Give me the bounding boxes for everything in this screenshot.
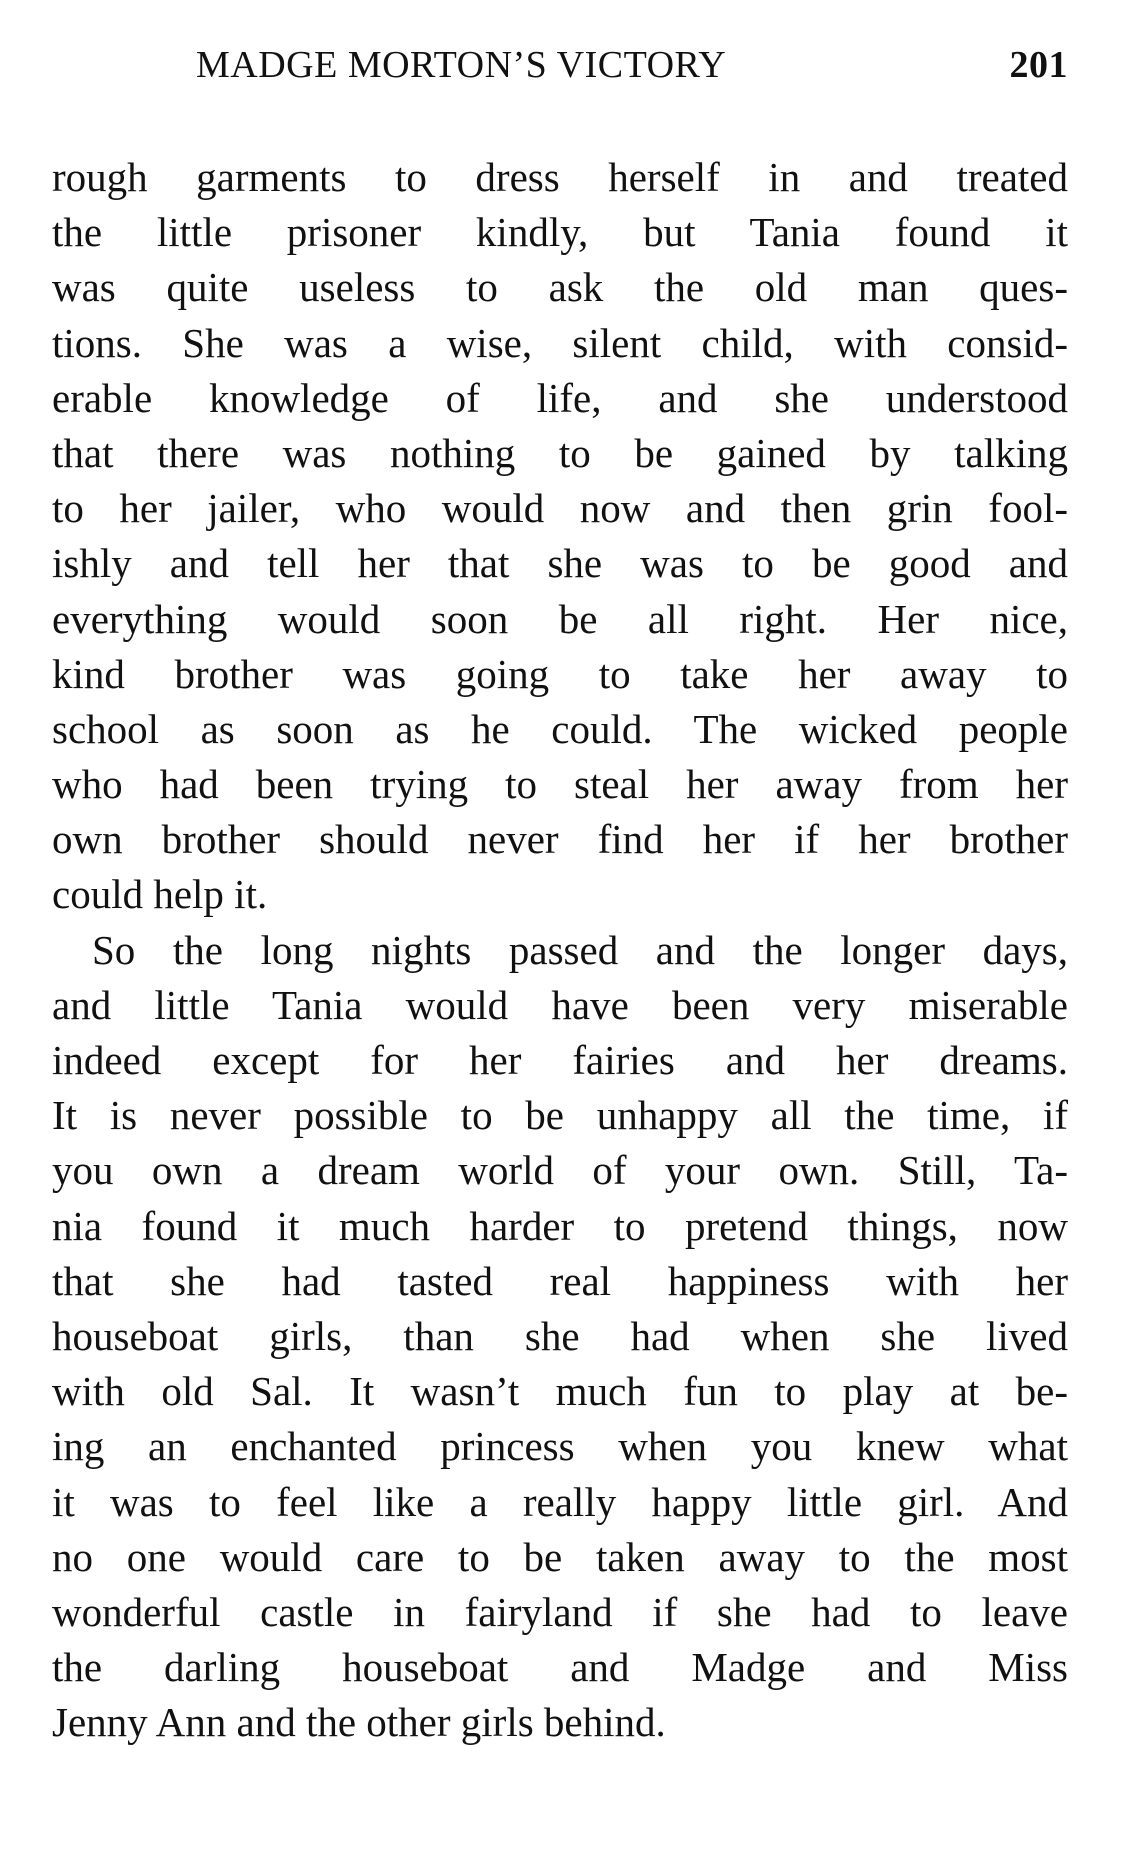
text-line: nia found it much harder to pretend things, now xyxy=(52,1202,1068,1249)
text-line: was quite useless to ask the old man ques- xyxy=(52,264,1068,311)
text-line: to her jailer, who would now and then grin fool- xyxy=(52,485,1068,532)
paragraph-1 xyxy=(52,150,1068,923)
text-line: erable knowledge of life, and she understood xyxy=(52,374,1068,421)
text-line: indeed except for her fairies and her dreams. xyxy=(52,1037,1068,1083)
text-line: you own a dream world of your own. Still, Ta- xyxy=(52,1147,1068,1194)
text-line: that she had tasted real happiness with her xyxy=(52,1257,1068,1304)
text-line: It is never possible to be unhappy all the time, if xyxy=(52,1092,1068,1139)
text-line: and little Tania would have been very miserable xyxy=(52,981,1068,1028)
text-line: could help it. xyxy=(52,871,268,918)
page-number: 201 xyxy=(1009,44,1068,86)
running-title: MADGE MORTON’S VICTORY xyxy=(196,44,727,86)
text-line: with old Sal. It wasn’t much fun to play at be- xyxy=(52,1368,1068,1415)
text-line: the little prisoner kindly, but Tania found it xyxy=(52,209,1068,256)
text-line: everything would soon be all right. Her nice, xyxy=(52,595,1068,642)
text-line: that there was nothing to be gained by talking xyxy=(52,429,1068,476)
text-line: ing an enchanted princess when you knew what xyxy=(52,1423,1068,1470)
text-line: own brother should never find her if her brother xyxy=(52,816,1068,863)
page-header xyxy=(196,40,1068,90)
text-line: it was to feel like a really happy little girl. And xyxy=(52,1478,1068,1525)
text-line: no one would care to be taken away to the most xyxy=(52,1533,1068,1580)
text-line: tions. She was a wise, silent child, with consid- xyxy=(52,319,1068,366)
text-line: the darling houseboat and Madge and Miss xyxy=(52,1644,1068,1691)
text-line: school as soon as he could. The wicked people xyxy=(52,705,1068,752)
text-line: Jenny Ann and the other girls behind. xyxy=(52,1699,666,1746)
text-line: ishly and tell her that she was to be good and xyxy=(52,540,1068,587)
text-line: So the long nights passed and the longer days, xyxy=(92,926,1068,973)
text-line: wonderful castle in fairyland if she had to leave xyxy=(52,1588,1068,1635)
text-line: kind brother was going to take her away to xyxy=(52,650,1068,697)
body-text xyxy=(52,150,1068,1750)
text-line: rough garments to dress herself in and treated xyxy=(52,154,1068,200)
text-line: houseboat girls, than she had when she lived xyxy=(52,1312,1068,1359)
text-line: who had been trying to steal her away from her xyxy=(52,761,1068,808)
paragraph-2 xyxy=(52,923,1068,1751)
